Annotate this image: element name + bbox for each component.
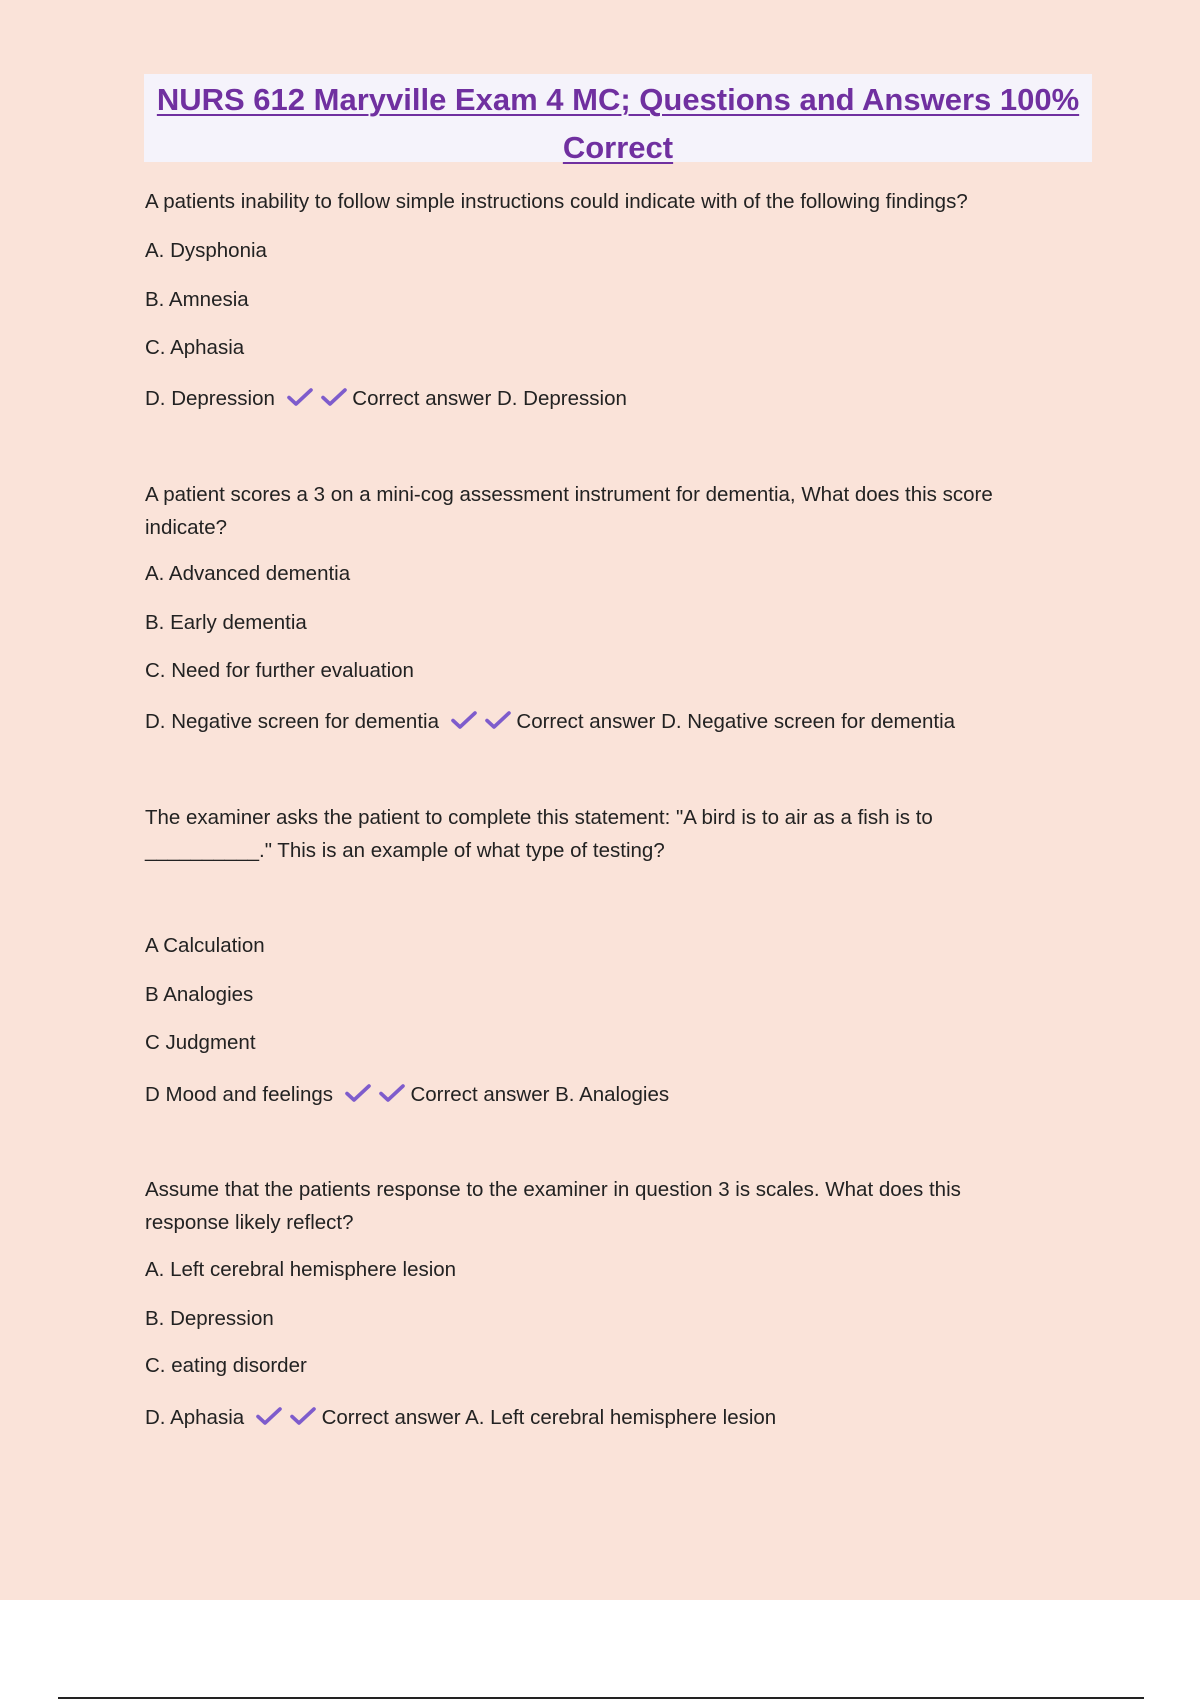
question-4-text-line-1: Assume that the patients response to the examiner in question 3 is scales. What does this (145, 1178, 961, 1201)
check-mark-icon (321, 387, 347, 407)
check-mark-icon (379, 1083, 405, 1103)
question-4-option-d: D. Aphasia (145, 1406, 245, 1429)
question-1-option-c: C. Aphasia (145, 336, 245, 359)
question-4-option-b: B. Depression (145, 1307, 274, 1330)
question-2-option-c: C. Need for further evaluation (145, 659, 414, 682)
question-2-option-d: D. Negative screen for dementia (145, 710, 439, 733)
check-mark-icon (290, 1406, 316, 1426)
question-2-option-d-line (145, 706, 955, 738)
question-1-correct-answer: Correct answer D. Depression (352, 387, 627, 410)
document-title (144, 74, 1092, 165)
question-3-option-a: A Calculation (145, 934, 265, 957)
question-4-text-line-2: response likely reflect? (145, 1211, 354, 1234)
question-2-text-line-1: A patient scores a 3 on a mini-cog assessment instrument for dementia, What does this score (145, 483, 993, 506)
question-4-option-c: C. eating disorder (145, 1354, 307, 1377)
question-3-option-b: B Analogies (145, 983, 254, 1006)
question-1-option-d: D. Depression (145, 387, 275, 410)
question-3-text-line-1: The examiner asks the patient to complete this statement: "A bird is to air as a fish is to (145, 806, 933, 829)
title-line-2: Correct (562, 130, 674, 165)
question-3-text-line-2: __________." This is an example of what type of testing? (145, 839, 665, 862)
question-2-correct-answer: Correct answer D. Negative screen for dementia (516, 710, 956, 733)
question-2-option-b: B. Early dementia (145, 611, 307, 634)
check-mark-icon (287, 387, 313, 407)
question-2-option-a: A. Advanced dementia (145, 562, 351, 585)
question-4-option-a: A. Left cerebral hemisphere lesion (145, 1258, 457, 1281)
question-1-option-d-line (145, 383, 627, 415)
question-3-option-c: C Judgment (145, 1031, 256, 1054)
check-mark-icon (256, 1406, 282, 1426)
question-4-option-d-line (145, 1402, 776, 1434)
question-3-correct-answer: Correct answer B. Analogies (410, 1083, 670, 1106)
check-mark-icon (485, 710, 511, 730)
question-1-text: A patients inability to follow simple instructions could indicate with of the following findings? (145, 190, 968, 213)
check-mark-icon (345, 1083, 371, 1103)
question-3-option-d: D Mood and feelings (145, 1083, 334, 1106)
question-3-option-d-line (145, 1079, 669, 1111)
question-1-option-b: B. Amnesia (145, 288, 249, 311)
question-2-text-line-2: indicate? (145, 516, 228, 539)
check-mark-icon (451, 710, 477, 730)
question-1-option-a: A. Dysphonia (145, 239, 267, 262)
question-4-correct-answer: Correct answer A. Left cerebral hemisphere lesion (321, 1406, 777, 1429)
footer-divider (58, 1697, 1144, 1699)
title-line-1: NURS 612 Maryville Exam 4 MC; Questions and Answers 100% (156, 82, 1080, 117)
